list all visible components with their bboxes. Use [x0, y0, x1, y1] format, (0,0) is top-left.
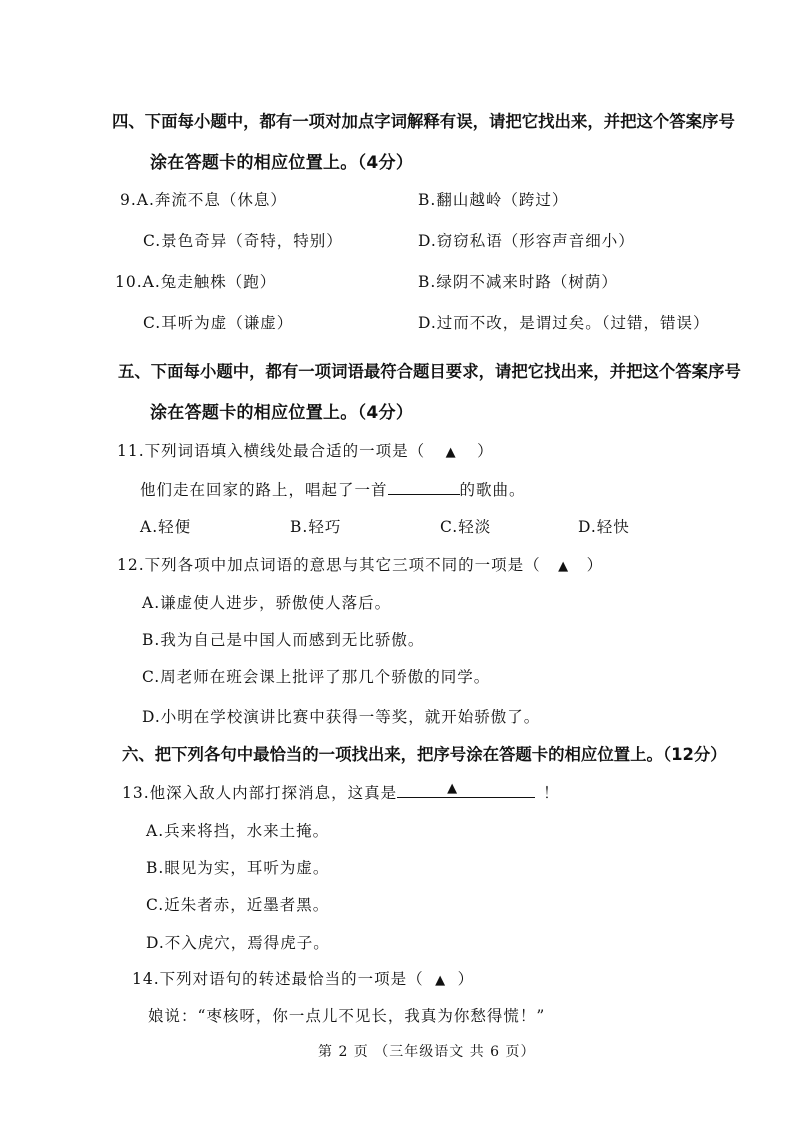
section4-heading: 四、下面每小题中，都有一项对加点字词解释有误，请把它找出来，并把这个答案序号	[112, 112, 735, 131]
q10-option-c: C.耳听为虚（谦虚）	[143, 314, 294, 332]
q13-option-a: A.兵来将挡，水来土掩。	[146, 822, 330, 840]
section5-heading-cont: 涂在答题卡的相应位置上。（4分）	[150, 403, 414, 423]
answer-triangle-icon: ▲	[558, 559, 570, 574]
q9-option-d: D.窃窃私语（形容声音细小）	[418, 232, 635, 250]
q11-option-d: D.轻快	[578, 518, 630, 536]
fill-blank	[388, 480, 460, 495]
q9-option-a: 9.A.奔流不息（休息）	[120, 191, 287, 209]
answer-triangle-icon: ▲	[435, 973, 447, 988]
q9-option-b: B.翻山越岭（跨过）	[418, 191, 569, 209]
q12-option-b: B.我为自己是中国人而感到无比骄傲。	[142, 631, 425, 649]
q10-option-a: 10.A.兔走触株（跑）	[115, 273, 277, 291]
q10-option-b: B.绿阴不减来时路（树荫）	[418, 273, 618, 291]
q14-quote: 娘说：“枣核呀，你一点儿不见长，我真为你愁得慌！”	[148, 1007, 546, 1025]
q12-option-d: D.小明在学校演讲比赛中获得一等奖，就开始骄傲了。	[142, 708, 541, 726]
q10-option-d: D.过而不改，是谓过矣。（过错，错误）	[418, 314, 710, 332]
answer-triangle-icon: ▲	[447, 781, 459, 796]
answer-triangle-icon: ▲	[445, 445, 457, 460]
section6-heading: 六、把下列各句中最恰当的一项找出来，把序号涂在答题卡的相应位置上。（12分）	[122, 745, 727, 764]
answer-blank	[397, 781, 535, 798]
q11-sentence: 他们走在回家的路上，唱起了一首 的歌曲。	[140, 481, 526, 499]
q13-option-b: B.眼见为实，耳听为虚。	[146, 859, 330, 877]
page-footer: 第 2 页 （三年级语文 共 6 页）	[318, 1044, 536, 1060]
q12-option-c: C.周老师在班会课上批评了那几个骄傲的同学。	[142, 668, 491, 686]
q11-option-a: A.轻便	[140, 518, 192, 536]
section5-heading: 五、下面每小题中，都有一项词语最符合题目要求，请把它找出来，并把这个答案序号	[118, 362, 741, 381]
q13-option-d: D.不入虎穴，焉得虎子。	[146, 934, 330, 952]
q12-stem: 12.下列各项中加点词语的意思与其它三项不同的一项是（ ▲ ）	[117, 556, 604, 574]
q13-option-c: C.近朱者赤，近墨者黑。	[146, 896, 330, 914]
q11-option-c: C.轻淡	[440, 518, 492, 536]
q11-option-b: B.轻巧	[290, 518, 342, 536]
q14-stem: 14.下列对语句的转述最恰当的一项是（ ▲ ）	[132, 970, 475, 988]
q13-stem: 13.他深入敌人内部打探消息，这真是 ▲ ！	[122, 781, 560, 802]
q9-option-c: C.景色奇异（奇特，特别）	[143, 232, 343, 250]
q11-stem: 11.下列词语填入横线处最合适的一项是（ ▲ ）	[117, 442, 494, 460]
q12-option-a: A.谦虚使人进步，骄傲使人落后。	[142, 594, 392, 612]
section4-heading-cont: 涂在答题卡的相应位置上。（4分）	[150, 153, 414, 173]
